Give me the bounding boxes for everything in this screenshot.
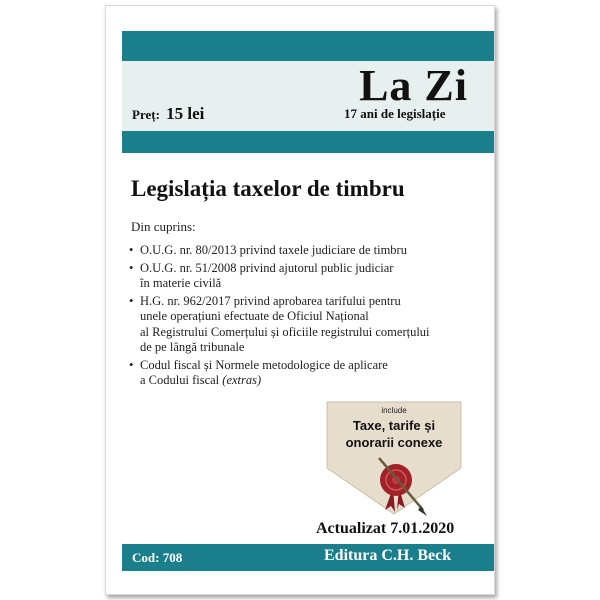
include-badge bbox=[319, 398, 469, 518]
price-value: 15 lei bbox=[166, 104, 205, 123]
badge-shape bbox=[319, 398, 469, 518]
book-title: Legislația taxelor de timbru bbox=[131, 176, 405, 201]
contents-label: Din cuprins: bbox=[131, 219, 196, 234]
price-label: Preț: bbox=[132, 107, 160, 122]
book-cover bbox=[105, 5, 495, 595]
list-item: • H.G. nr. 962/2017 privind aprobarea tarifului pentru unele operațiuni efectuate de Oficiul Național al Registrului Comerțului și oficiile registrului comerțului de pe lângă tribunale bbox=[129, 293, 430, 354]
bullet-icon: • bbox=[129, 260, 134, 275]
series-subtitle: 17 ani de legislație bbox=[344, 106, 446, 121]
series-logo: La Zi bbox=[359, 61, 468, 110]
badge-include-label: include bbox=[381, 406, 407, 415]
price bbox=[132, 104, 204, 124]
list-item: • O.U.G. nr. 51/2008 privind ajutorul public judiciar în materie civilă bbox=[129, 260, 394, 290]
product-code: Cod: 708 bbox=[132, 550, 183, 565]
bullet-icon: • bbox=[129, 293, 134, 308]
badge-title: Taxe, tarife și onorarii conexe bbox=[345, 418, 443, 450]
header-teal-band bbox=[122, 131, 494, 153]
list-item: • O.U.G. nr. 80/2013 privind taxele judiciare de timbru bbox=[129, 243, 407, 257]
bullet-icon: • bbox=[129, 243, 134, 257]
bullet-icon: • bbox=[129, 357, 134, 372]
extract-note: (extras) bbox=[222, 373, 262, 387]
contents-list bbox=[126, 243, 486, 391]
publisher: Editura C.H. Beck bbox=[324, 547, 452, 564]
update-date: Actualizat 7.01.2020 bbox=[316, 520, 455, 537]
list-item: • Codul fiscal și Normele metodologice de aplicare a Codului fiscal (extras) bbox=[129, 357, 388, 387]
top-teal-band bbox=[122, 31, 494, 61]
